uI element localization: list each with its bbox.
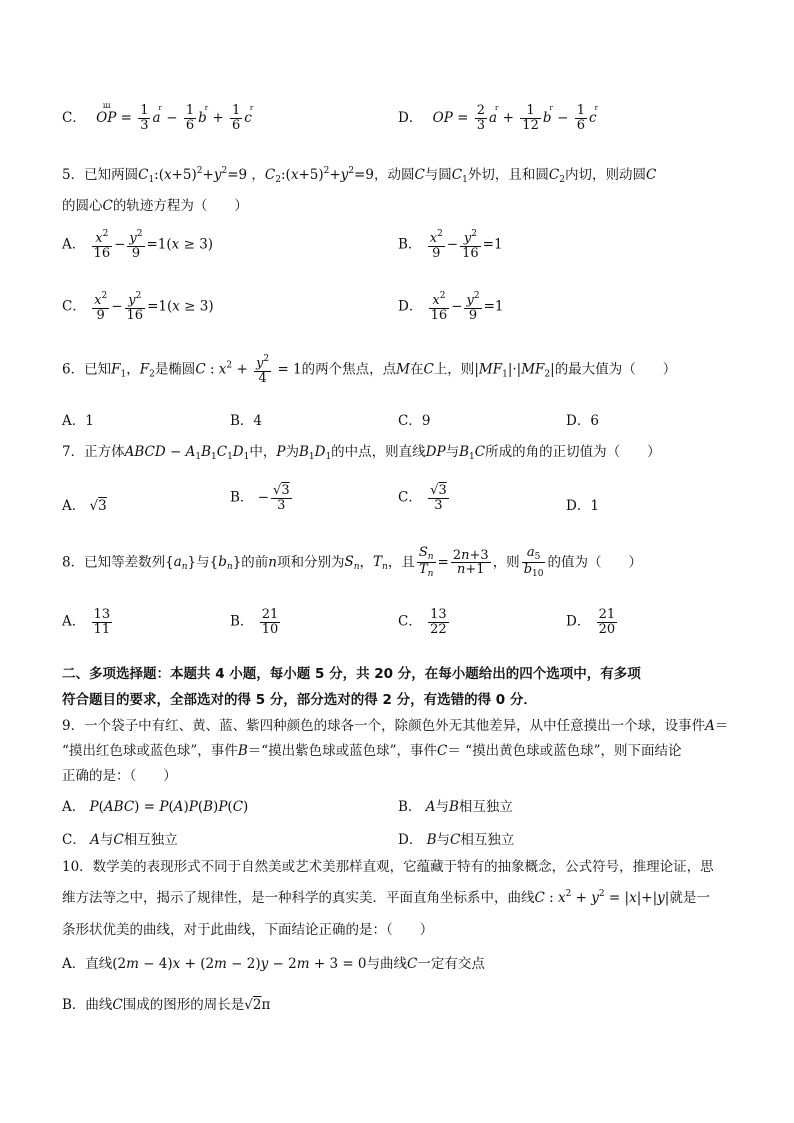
stem-text: 9．一个袋子中有红、黄、蓝、紫四种颜色的球各一个，除颜色外无其他差异，从中任意摸出一个球，设事件 (62, 718, 706, 734)
option-label: D． (398, 832, 423, 848)
option-label: C． (398, 489, 422, 506)
option-text: 相互独立 (458, 799, 513, 815)
q4-option-d (398, 104, 598, 133)
stem-text: 是椭圆 (154, 361, 196, 378)
stem-text: ，且 (387, 554, 415, 571)
math-expr: OP = $\frac{2}{3}$ $a^r$ + $\frac{1}{12}$ $b^r$ − $\frac{1}{6}$ $c^r$ (432, 103, 598, 133)
option-text: 相互独立 (460, 832, 515, 848)
q4-option-c (62, 101, 254, 133)
q9-stem-line3: 正确的是：（ ） (62, 768, 177, 784)
stem-text: 6．已知 (62, 361, 112, 378)
stem-text: 的轨迹方程为（ ） (112, 198, 248, 214)
option-label: D． (566, 613, 591, 630)
q9-stem-line2: “摸出红色球或蓝色球”，事件B＝“摸出紫色球或蓝色球”，事件C＝ “摸出黄色球或蓝色球”，则下面结论 (62, 743, 682, 759)
option-label: D． (398, 110, 423, 126)
stem-text: 上，则 (433, 361, 475, 378)
stem-text: 的圆心 (62, 198, 103, 214)
q9-option-d: D． B与C相互独立 (398, 832, 515, 848)
q8-option-b: B． $\frac{21}{10}$ (230, 607, 279, 637)
stem-text: 7．正方体 (62, 444, 125, 460)
option-label: B． (230, 489, 254, 506)
q10-option-a: A．直线(2m − 4)x + (2m − 2)y − 2m + 3 = 0与曲线C一定有交点 (62, 956, 485, 972)
stem-text: “摸出红色球或蓝色球”，事件 (62, 743, 238, 759)
q10-stem-line3: 条形状优美的曲线，对于此曲线，下面结论正确的是：（ ） (62, 922, 434, 938)
option-label: B． (230, 613, 254, 630)
stem-text: 内切，则动圆 (564, 167, 646, 183)
q6-option-b: B．4 (230, 413, 263, 429)
q8-option-a: A． $\frac{13}{11}$ (62, 607, 111, 637)
option-label: B． (398, 799, 422, 815)
option-label: C． (62, 298, 86, 315)
stem-text: ，则 (492, 554, 520, 571)
option-label: A． (62, 498, 86, 514)
stem-text: 的值为（ ） (547, 554, 642, 571)
q9-option-a: A． P(ABC) = P(A)P(B)P(C) (62, 799, 249, 815)
q8-stem: 8．已知等差数列$\{a_n\}$与$\{b_n\}$的前n项和分别为$S_n$，$T_n$，且 $\frac{S_n}{T_n}$ = $\frac{2n+3}{n+1}$ ，则 $\frac{a_5}{b_{10}}$ 的值为（ ） (62, 545, 642, 580)
stem-text: 与圆 (424, 167, 452, 183)
q6-option-c: C．9 (398, 413, 431, 429)
section2-heading-line1: 二、多项选择题：本题共 4 小题，每小题 5 分，共 20 分，在每小题给出的四个选项中，有多项 (62, 666, 641, 682)
q5-stem-line1: 5．已知两圆$C_1:(x+5)^2+y^2=9$ ，$C_2:(x+5)^2+y^2=9$，动圆C与圆$C_1$外切，且和圆$C_2$内切，则动圆C (62, 166, 657, 185)
q7-stem: 7．正方体ABCD − $A_1B_1C_1D_1$中，P为$B_1D_1$的中点，则直线DP与$B_1C$所成的角的正切值为（ ） (62, 444, 661, 462)
q5-stem-line2: 的圆心C的轨迹方程为（ ） (62, 198, 248, 214)
math-expr: ꟺ OP = $\frac{1}{3}$ $a^r$ − $\frac{1}{6}$ $b^r$ + $\frac{1}{6}$ $c^r$ (96, 101, 254, 133)
q10-stem-line2: 维方法等之中，揭示了规律性，是一种科学的真实美．平面直角坐标系中，曲线C : $x^2 + y^2 = |x|+|y|$就是一 (62, 889, 710, 906)
stem-text: 外切，且和圆 (467, 167, 549, 183)
option-label: A． (62, 613, 86, 630)
stem-text: 中， (249, 444, 277, 460)
q6-option-d: D．6 (566, 413, 599, 429)
q7-option-b: B． − $\frac{√3}{3}$ (230, 483, 290, 513)
option-label: D． (398, 298, 423, 315)
option-text: 一定有交点 (417, 956, 485, 972)
q6-option-a: A．1 (62, 413, 94, 429)
stem-text: 为 (285, 444, 299, 460)
q8-option-c: C． $\frac{13}{22}$ (398, 607, 447, 637)
q7-option-d: D．1 (566, 498, 599, 514)
option-text: 围成的图形的周长是 (122, 997, 245, 1013)
stem-text: ＝ “摸出黄色球或蓝色球”，则下面结论 (447, 743, 682, 759)
stem-text: ＝“摸出紫色球或蓝色球”，事件 (247, 743, 438, 759)
stem-text: 的两个焦点，点 (301, 361, 397, 378)
option-text: B．曲线 (62, 997, 113, 1013)
q5-option-a: A． $\frac{x^2}{16}$ − $\frac{y^2}{9}$ =1(x ≥ 3) (62, 229, 214, 261)
q5-option-d: D． $\frac{x^2}{16}$ − $\frac{y^2}{9}$ =1 (398, 291, 504, 323)
option-text: 相互独立 (123, 832, 178, 848)
option-label: C． (62, 832, 86, 848)
option-text: A．直线 (62, 956, 113, 972)
stem-text: 所成的角的正切值为（ ） (485, 444, 661, 460)
q9-stem-line1: 9．一个袋子中有红、黄、蓝、紫四种颜色的球各一个，除颜色外无其他差异，从中任意摸出一个球，设事件A＝ (62, 718, 729, 734)
stem-text: 在 (409, 361, 424, 378)
option-label: A． (62, 236, 86, 253)
stem-text: 5．已知两圆 (62, 167, 139, 183)
stem-text: 的中点，则直线 (331, 444, 426, 460)
stem-text: 就是一 (669, 890, 710, 906)
q7-option-a: A． √3 (62, 498, 107, 514)
q5-option-c: C． $\frac{x^2}{9}$ − $\frac{y^2}{16}$ =1(x ≥ 3) (62, 291, 214, 323)
option-label: B． (398, 236, 422, 253)
stem-text: 的前 (241, 554, 269, 571)
stem-text: ，动圆 (373, 167, 415, 183)
stem-text: 8．已知等差数列 (62, 554, 166, 571)
stem-text: 维方法等之中，揭示了规律性，是一种科学的真实美．平面直角坐标系中，曲线 (62, 890, 535, 906)
option-text: 与曲线 (366, 956, 408, 972)
q10-option-b: B．曲线C围成的图形的周长是√2π (62, 997, 271, 1013)
option-label: C． (398, 613, 422, 630)
q9-option-b: B． A与B相互独立 (398, 799, 513, 815)
q9-option-c: C． A与C相互独立 (62, 832, 178, 848)
q7-option-c: C． $\frac{√3}{3}$ (398, 483, 447, 513)
section2-heading-line2: 符合题目的要求，全部选对的得 5 分，部分选对的得 2 分，有选错的得 0 分． (62, 692, 537, 708)
stem-text: 与 (445, 444, 460, 460)
option-label: A． (62, 799, 86, 815)
q8-option-d: D． $\frac{21}{20}$ (566, 607, 616, 637)
stem-text: 的最大值为（ ） (554, 361, 677, 378)
stem-text: 与 (196, 554, 210, 571)
option-label: C． (62, 110, 86, 126)
q10-stem-line1: 10．数学美的表现形式不同于自然美或艺术美那样直观，它蕴藏于特有的抽象概念，公式符号，推理论证，思 (62, 859, 714, 875)
q6-stem: 6．已知$F_1$，$F_2$是椭圆C : $x^2$ + $\frac{y^2}{4}$ = 1的两个焦点，点M在C上，则$|MF_1|\cdot|MF_2|$的最大值为（ ） (62, 354, 677, 386)
q5-option-b: B． $\frac{x^2}{9}$ − $\frac{y^2}{16}$ =1 (398, 229, 503, 261)
stem-text: 项和分别为 (276, 554, 345, 571)
